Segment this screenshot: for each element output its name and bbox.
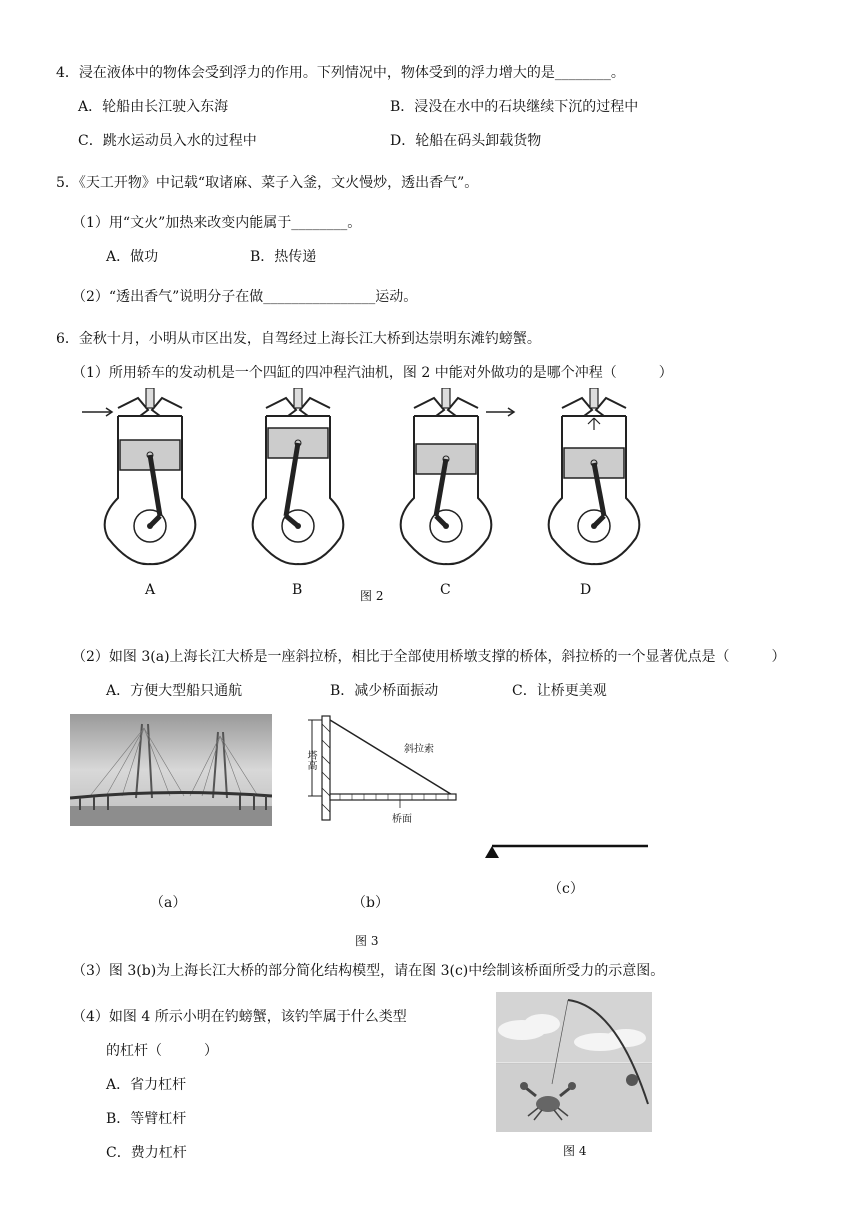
model-deck-label: 桥面 [392,814,412,825]
q6-sub4-option-a: A．省力杠杆 [106,1077,187,1093]
q4-option-b: B．浸没在水中的石块继续下沉的过程中 [390,99,639,115]
figure-3-caption: 图 3 [355,934,379,948]
q5-sub1-option-a: A．做功 [106,249,159,265]
q6-stem: 6．金秋十月，小明从市区出发，自驾经过上海长江大桥到达崇明东滩钓螃蟹。 [56,331,541,347]
engine-a-diagram [82,388,195,564]
q6-sub3: （3）图 3(b)为上海长江大桥的部分简化结构模型，请在图 3(c)中绘制该桥面所受力的示意图。 [72,963,665,979]
q6-sub2: （2）如图 3(a)上海长江大桥是一座斜拉桥，相比于全部使用桥墩支撑的桥体，斜拉桥的一个显著优点是（ ） [72,649,786,665]
force-drawing-area[interactable] [484,838,652,862]
q5-sub1-option-b: B．热传递 [250,249,317,265]
engine-label-d: D [580,582,592,598]
q6-sub1: （1）所用轿车的发动机是一个四缸的四冲程汽油机，图 2 中能对外做功的是哪个冲程（ ） [72,365,673,381]
q6-sub2-option-b: B．减少桥面振动 [330,683,439,699]
q4-stem: 4．浸在液体中的物体会受到浮力的作用。下列情况中，物体受到的浮力增大的是________。 [56,65,625,81]
q5-stem: 5．《天工开物》中记载“取诸麻、菜子入釜，文火慢炒，透出香气”。 [56,175,479,191]
figure-3a-label: （a） [150,895,187,911]
q6-sub4-option-b: B．等臂杠杆 [106,1111,187,1127]
model-cable-label: 斜拉索 [404,744,434,755]
q4-option-d: D．轮船在码头卸载货物 [390,133,542,149]
bridge-model-diagram [296,712,466,824]
figure-3c-label: （c） [548,881,584,897]
q6-sub2-option-a: A．方便大型船只通航 [106,683,243,699]
q6-sub2-option-c: C．让桥更美观 [512,683,607,699]
q6-sub4-line2: 的杠杆（ ） [106,1043,218,1059]
q5-sub2: （2）“透出香气”说明分子在做________________运动。 [72,289,418,305]
q5-sub1: （1）用“文火”加热来改变内能属于________。 [72,215,362,231]
engine-d-diagram [549,388,640,564]
figure-2-caption: 图 2 [360,589,384,603]
bridge-photo [70,714,272,826]
figure-3b-label: （b） [352,895,389,911]
q6-sub4-line1: （4）如图 4 所示小明在钓螃蟹，该钓竿属于什么类型 [72,1009,407,1025]
engine-label-c: C [440,582,451,598]
crab-fishing-picture [496,992,652,1132]
q4-option-a: A．轮船由长江驶入东海 [78,99,229,115]
engine-b-diagram [253,388,344,564]
q6-sub4-option-c: C．费力杠杆 [106,1145,187,1161]
engine-c-diagram [401,388,514,564]
model-tower-label: 塔高 [305,750,316,770]
engine-label-b: B [292,582,303,598]
q4-option-c: C．跳水运动员入水的过程中 [78,133,257,149]
figure-2-engines [80,388,680,568]
figure-4-caption: 图 4 [563,1144,587,1158]
engine-label-a: A [145,582,156,598]
